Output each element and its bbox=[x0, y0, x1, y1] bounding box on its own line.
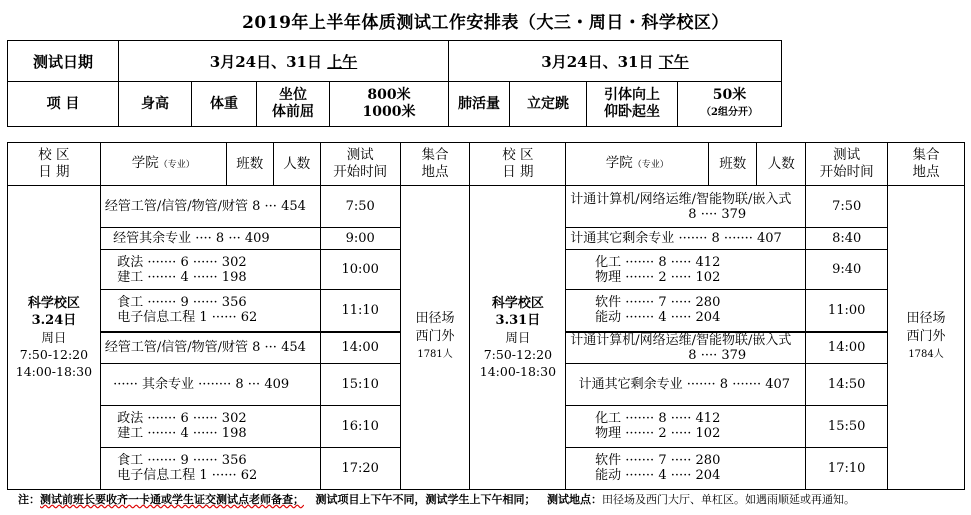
left-time-0: 7:50 bbox=[320, 186, 400, 228]
right-group-1: 计通其它剩余专业 ······· 8 ······· 407 bbox=[566, 228, 806, 250]
header-people-right: 人数 bbox=[757, 143, 806, 186]
right-group-2: 化工 ······· 8 ····· 412 物理 ······· 2 ····· 102 bbox=[566, 250, 806, 290]
left-group-2: 政法 ······· 6 ······ 302 建工 ······· 4 ······ 198 bbox=[100, 250, 320, 290]
footnote: 注：测试前班长要收齐一卡通或学生证交测试点老师备查； 测试项目上下午不同，测试学生上下午相同； 测试地点：田径场及西门大厅、单杠区。如遇雨顺延或再通知。 bbox=[18, 493, 855, 506]
right-group-5: 计通其它剩余专业 ······· 8 ······· 407 bbox=[566, 363, 806, 405]
right-time-7: 17:10 bbox=[806, 447, 888, 489]
right-location-cell: 田径场 西门外 1784人 bbox=[888, 186, 965, 490]
afternoon-date bbox=[449, 41, 782, 82]
header-location-right: 集合 地点 bbox=[888, 143, 965, 186]
right-group-3: 软件 ······· 7 ····· 280 能动 ······· 4 ····· 204 bbox=[566, 290, 806, 332]
left-time-1: 9:00 bbox=[320, 228, 400, 250]
left-time-3: 11:10 bbox=[320, 290, 400, 332]
left-time-6: 16:10 bbox=[320, 405, 400, 447]
item-jump: 立定跳 bbox=[510, 82, 587, 127]
left-group-6: 政法 ······· 6 ······ 302 建工 ······· 4 ······ 198 bbox=[100, 405, 320, 447]
afternoon-date-text: 3月24日、31日 bbox=[541, 52, 654, 71]
schedule-table bbox=[7, 142, 965, 490]
right-time-1: 8:40 bbox=[806, 228, 888, 250]
item-weight: 体重 bbox=[192, 82, 257, 127]
note-items: 测试项目上下午不同，测试学生上下午相同； bbox=[315, 493, 536, 506]
left-group-5: ······ 其余专业 ········ 8 ··· 409 bbox=[100, 363, 320, 405]
items-label: 项 目 bbox=[8, 82, 119, 127]
items-row bbox=[8, 82, 782, 127]
morning-date-text: 3月24日、31日 bbox=[209, 52, 322, 71]
header-college-right: 学院（专业） bbox=[566, 143, 709, 186]
left-group-7: 食工 ······· 9 ······ 356 电子信息工程 1 ······ 62 bbox=[100, 447, 320, 489]
left-group-1: 经管其余专业 ···· 8 ··· 409 bbox=[100, 228, 320, 250]
note-location: 田径场及西门大厅、单杠区。如遇雨顺延或再通知。 bbox=[602, 493, 855, 506]
morning-suffix: 上午 bbox=[327, 52, 358, 71]
header-campus-left: 校 区 日 期 bbox=[8, 143, 101, 186]
date-row bbox=[8, 41, 782, 82]
header-row bbox=[8, 143, 965, 186]
right-time-3: 11:00 bbox=[806, 290, 888, 332]
date-label: 测试日期 bbox=[8, 41, 119, 82]
header-college-left: 学院（专业） bbox=[100, 143, 226, 186]
left-group-3: 食工 ······· 9 ······ 356 电子信息工程 1 ······ 62 bbox=[100, 290, 320, 332]
right-time-4: 14:00 bbox=[806, 332, 888, 364]
header-campus-right: 校 区 日 期 bbox=[470, 143, 566, 186]
item-sit-reach: 坐位 体前屈 bbox=[257, 82, 330, 127]
right-group-6: 化工 ······· 8 ····· 412 物理 ······· 2 ····· 102 bbox=[566, 405, 806, 447]
note-id-card: 测试前班长要收齐一卡通或学生证交测试点老师备查； bbox=[40, 493, 304, 506]
left-group-0: 经管工管/信管/物管/财管 8 ··· 454 bbox=[100, 186, 320, 228]
item-50m: 50米 （2组分开） bbox=[678, 82, 782, 127]
table-row bbox=[8, 186, 965, 228]
header-start-left: 测试 开始时间 bbox=[320, 143, 400, 186]
right-group-4: 计通计算机/网络运维/智能物联/嵌入式 8 ···· 379 bbox=[566, 332, 806, 364]
right-time-2: 9:40 bbox=[806, 250, 888, 290]
left-time-4: 14:00 bbox=[320, 332, 400, 364]
right-group-0: 计通计算机/网络运维/智能物联/嵌入式 8 ···· 379 bbox=[566, 186, 806, 228]
left-group-4: 经管工管/信管/物管/财管 8 ··· 454 bbox=[100, 332, 320, 364]
right-campus-cell: 科学校区 3.31日 周日 7:50-12:20 14:00-18:30 bbox=[470, 186, 566, 490]
item-lung: 肺活量 bbox=[449, 82, 510, 127]
morning-date bbox=[119, 41, 449, 82]
item-height: 身高 bbox=[119, 82, 192, 127]
header-classes-left: 班数 bbox=[226, 143, 273, 186]
right-time-5: 14:50 bbox=[806, 363, 888, 405]
right-time-6: 15:50 bbox=[806, 405, 888, 447]
header-classes-right: 班数 bbox=[709, 143, 757, 186]
right-time-0: 7:50 bbox=[806, 186, 888, 228]
page-title: 2019年上半年体质测试工作安排表（大三・周日・科学校区） bbox=[242, 13, 729, 33]
header-start-right: 测试 开始时间 bbox=[806, 143, 888, 186]
left-location-cell: 田径场 西门外 1781人 bbox=[400, 186, 470, 490]
test-items-table bbox=[7, 40, 782, 127]
left-campus-cell: 科学校区 3.24日 周日 7:50-12:20 14:00-18:30 bbox=[8, 186, 101, 490]
left-time-7: 17:20 bbox=[320, 447, 400, 489]
header-people-left: 人数 bbox=[273, 143, 320, 186]
item-run: 800米 1000米 bbox=[330, 82, 449, 127]
left-time-5: 15:10 bbox=[320, 363, 400, 405]
item-pullup: 引体向上 仰卧起坐 bbox=[587, 82, 678, 127]
left-time-2: 10:00 bbox=[320, 250, 400, 290]
header-location-left: 集合 地点 bbox=[400, 143, 470, 186]
afternoon-suffix: 下午 bbox=[658, 52, 689, 71]
note-location-label: 测试地点： bbox=[547, 493, 602, 506]
right-group-7: 软件 ······· 7 ····· 280 能动 ······· 4 ····· 204 bbox=[566, 447, 806, 489]
